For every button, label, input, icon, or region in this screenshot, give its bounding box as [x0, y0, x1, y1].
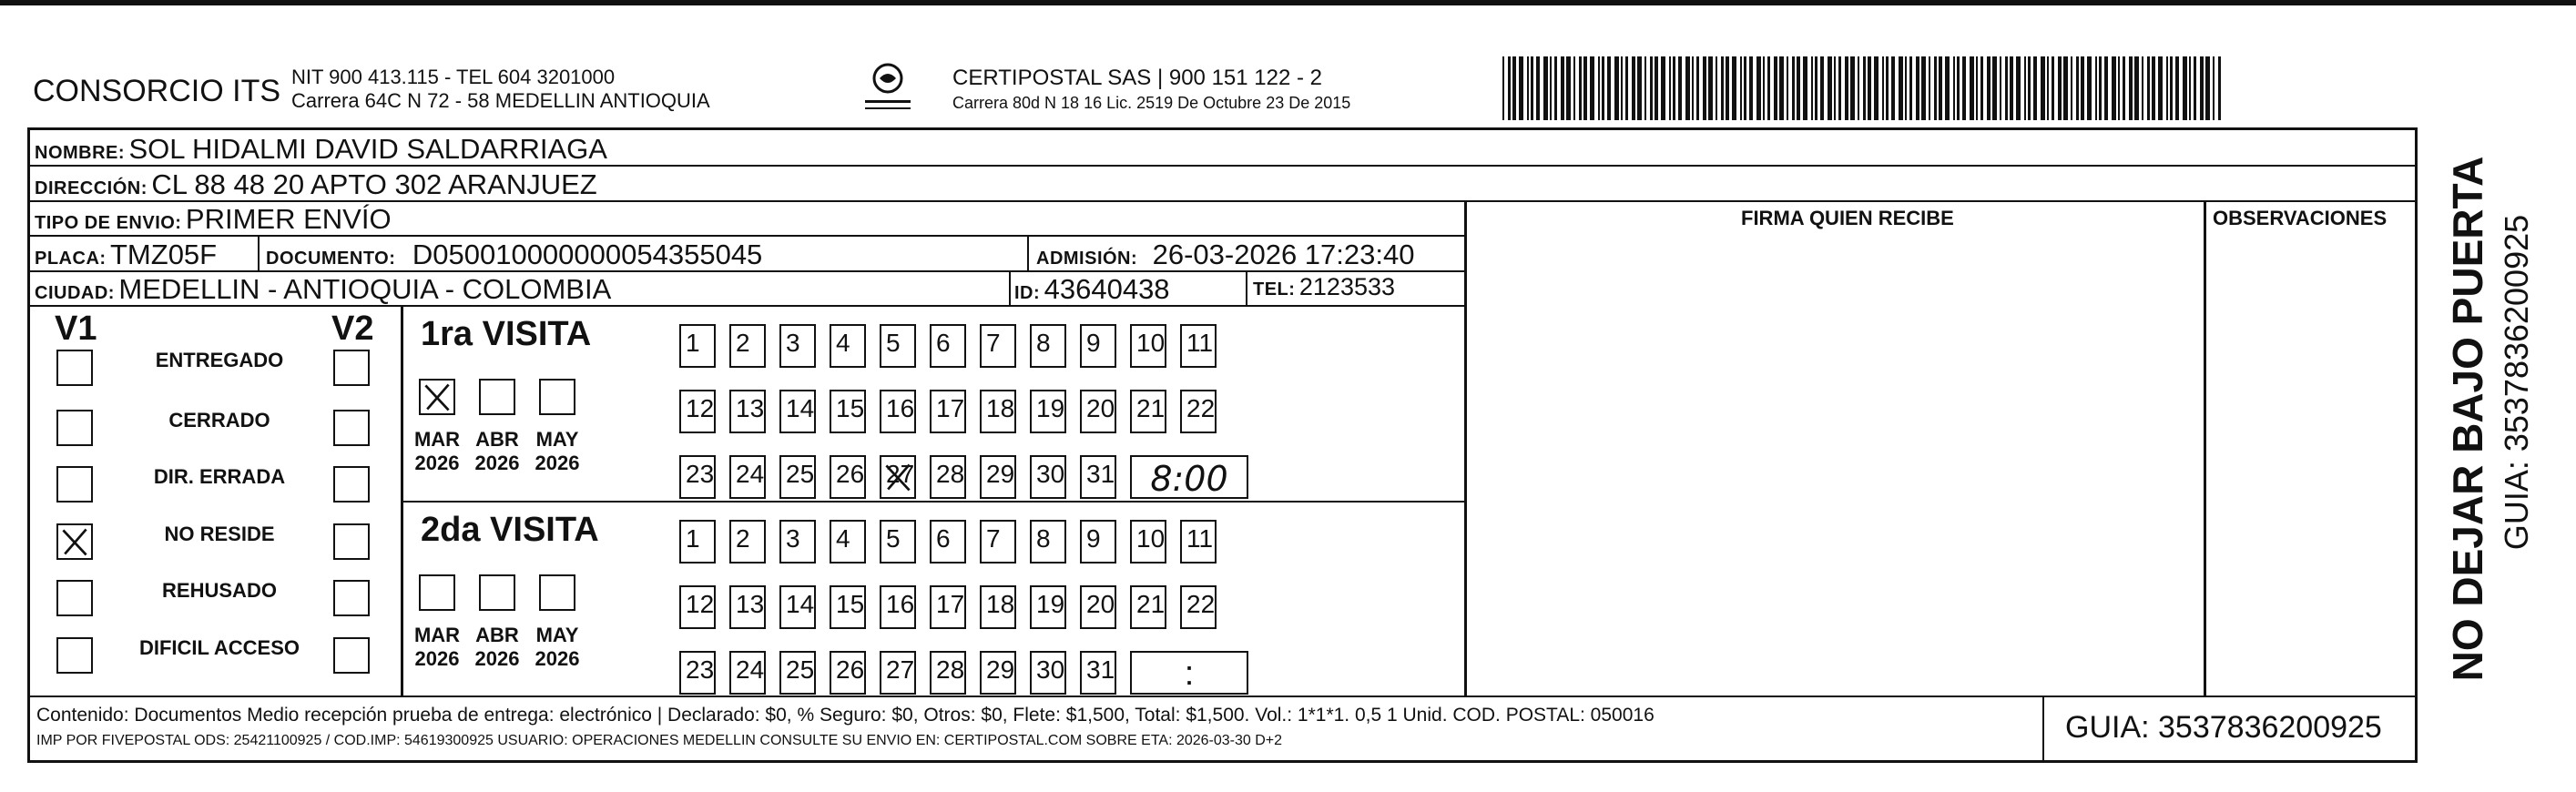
barcode-bar	[2183, 56, 2187, 120]
barcode-bar	[1834, 56, 1836, 120]
barcode-bar	[2076, 56, 2079, 120]
day-box[interactable]: 7	[980, 324, 1016, 368]
visit-title: 1ra VISITA	[421, 315, 592, 353]
barcode-bar	[1625, 56, 1628, 120]
col-line	[1246, 270, 1247, 306]
day-box[interactable]: 17	[930, 585, 966, 629]
barcode-bar	[1929, 56, 1930, 120]
barcode-bar	[2047, 56, 2049, 120]
status-label: REHUSADO	[162, 579, 277, 602]
time-box[interactable]	[1130, 651, 1248, 695]
barcode-bar	[1590, 56, 1594, 120]
nombre-label: NOMBRE:	[35, 143, 126, 163]
barcode-bar	[1607, 56, 1611, 120]
day-box[interactable]: 10	[1130, 324, 1166, 368]
year-label: 2026	[474, 452, 520, 474]
v1-checkbox[interactable]	[56, 637, 93, 674]
barcode-bar	[1583, 56, 1587, 120]
barcode-bar	[2152, 56, 2155, 120]
v1-checkbox[interactable]	[56, 466, 93, 503]
day-box[interactable]: 30	[1030, 651, 1066, 695]
carrier-address: Carrera 80d N 18 16 Lic. 2519 De Octubre 23 De 2015	[952, 94, 1351, 112]
day-box[interactable]: 3	[779, 520, 816, 564]
frame-top	[27, 127, 2418, 130]
day-box[interactable]: 3	[779, 324, 816, 368]
visit-title: 2da VISITA	[421, 511, 599, 549]
month-label: MAR	[413, 624, 461, 646]
barcode-bar	[1953, 56, 1955, 120]
day-box[interactable]: 26	[830, 455, 866, 499]
day-box[interactable]: 10	[1130, 520, 1166, 564]
barcode-bar	[1740, 56, 1742, 120]
v1-checkbox[interactable]	[56, 523, 93, 560]
nombre-value: SOL HIDALMI DAVID SALDARRIAGA	[128, 133, 607, 165]
barcode-bar	[1543, 56, 1548, 120]
barcode-bar	[1579, 56, 1582, 120]
tel-row	[1253, 275, 1395, 300]
day-box[interactable]: 28	[930, 455, 966, 499]
day-box[interactable]: 23	[679, 651, 716, 695]
tipo-row	[35, 205, 392, 233]
barcode-bar	[2175, 56, 2179, 120]
id-value: 43640438	[1044, 273, 1170, 305]
time-value: :	[1184, 655, 1195, 693]
barcode-bar	[1970, 56, 1974, 120]
day-box[interactable]: 5	[880, 324, 916, 368]
direccion-value: CL 88 48 20 APTO 302 ARANJUEZ	[151, 168, 597, 200]
day-box[interactable]: 25	[779, 455, 816, 499]
admision-value: 26-03-2026 17:23:40	[1152, 239, 1415, 270]
company-info-1: NIT 900 413.115 - TEL 604 3201000	[291, 66, 616, 88]
col-line	[258, 235, 260, 270]
observaciones-header: OBSERVACIONES	[2213, 207, 2388, 229]
year-label: 2026	[414, 647, 460, 670]
day-box[interactable]: 11	[1180, 324, 1217, 368]
barcode-bar	[1527, 56, 1529, 120]
barcode-bar	[1749, 56, 1753, 120]
day-box[interactable]: 21	[1130, 390, 1166, 433]
day-box[interactable]: 25	[779, 651, 816, 695]
frame-bottom	[27, 760, 2418, 763]
day-box[interactable]: 15	[830, 390, 866, 433]
month-checkbox[interactable]	[479, 574, 515, 611]
day-box[interactable]: 22	[1180, 390, 1217, 433]
barcode-bar	[1716, 56, 1717, 120]
barcode-bar	[1732, 56, 1736, 120]
barcode-bar	[1519, 56, 1523, 120]
barcode-bar	[1673, 56, 1675, 120]
barcode-bar	[1650, 56, 1653, 120]
barcode-bar	[1820, 56, 1824, 120]
barcode-bar	[1792, 56, 1795, 120]
day-box[interactable]: 15	[830, 585, 866, 629]
month-label: MAY	[535, 624, 579, 646]
day-box[interactable]: 18	[980, 390, 1016, 433]
barcode-bar	[1692, 56, 1694, 120]
barcode-bar	[1962, 56, 1966, 120]
documento-value: D050010000000054355045	[412, 239, 763, 270]
placa-label: PLACA:	[35, 249, 107, 269]
day-box[interactable]: 9	[1080, 324, 1116, 368]
v2-checkbox[interactable]	[333, 637, 370, 674]
day-box[interactable]: 22	[1180, 585, 1217, 629]
barcode-bar	[2170, 56, 2173, 120]
day-box[interactable]: 24	[729, 651, 766, 695]
barcode-bar	[1828, 56, 1832, 120]
id-row	[1014, 275, 1170, 303]
day-box[interactable]: 8	[1030, 324, 1066, 368]
barcode-bar	[2063, 56, 2068, 120]
day-box[interactable]: 14	[779, 585, 816, 629]
barcode-bar	[2041, 56, 2045, 120]
barcode-bar	[1561, 56, 1564, 120]
day-box[interactable]: 13	[729, 585, 766, 629]
ciudad-row	[35, 275, 611, 303]
year-label: 2026	[535, 452, 580, 474]
time-value: 8:00	[1150, 459, 1228, 499]
tel-value: 2123533	[1298, 273, 1396, 300]
barcode-bar	[2024, 56, 2026, 120]
day-box[interactable]: 1	[679, 324, 716, 368]
col-line	[1027, 235, 1029, 270]
barcode-bar	[1661, 56, 1665, 120]
status-label: ENTREGADO	[155, 349, 284, 371]
ciudad-label: CIUDAD:	[35, 283, 115, 303]
month-label: ABR	[475, 428, 519, 451]
barcode-bar	[1863, 56, 1866, 120]
day-box[interactable]: 18	[980, 585, 1016, 629]
day-box[interactable]: 26	[830, 651, 866, 695]
day-box[interactable]: 21	[1130, 585, 1166, 629]
v1-checkbox[interactable]	[56, 350, 93, 386]
barcode-bar	[2071, 56, 2072, 120]
barcode-bar	[1909, 56, 1912, 120]
carrier-name: CERTIPOSTAL SAS | 900 151 122 - 2	[952, 66, 1322, 90]
v2-checkbox[interactable]	[333, 580, 370, 616]
status-label: NO RESIDE	[164, 523, 275, 545]
day-box[interactable]: 2	[729, 324, 766, 368]
side-guia: GUIA: 3537836200925	[2498, 214, 2535, 551]
barcode-bar	[1550, 56, 1552, 120]
day-box[interactable]: 19	[1030, 585, 1066, 629]
year-label: 2026	[474, 647, 520, 670]
barcode-bar	[1874, 56, 1879, 120]
barcode-bar	[1531, 56, 1533, 120]
barcode-bar	[1858, 56, 1859, 120]
day-box[interactable]: 11	[1180, 520, 1217, 564]
ciudad-value: MEDELLIN - ANTIOQUIA - COLOMBIA	[118, 273, 612, 305]
barcode-bar	[1726, 56, 1729, 120]
frame-left	[27, 127, 30, 763]
barcode-bar	[2147, 56, 2150, 120]
day-box[interactable]: 7	[980, 520, 1016, 564]
company-info-2: Carrera 64C N 72 - 58 MEDELLIN ANTIOQUIA	[291, 89, 710, 112]
month-checkbox[interactable]	[479, 379, 515, 415]
barcode-bar	[1763, 56, 1765, 120]
barcode-bar	[2123, 56, 2125, 120]
col-line	[1009, 270, 1011, 306]
documento-label: DOCUMENTO:	[266, 249, 396, 269]
day-box[interactable]: 30	[1030, 455, 1066, 499]
barcode-bar	[2129, 56, 2133, 120]
barcode	[1502, 56, 2231, 120]
barcode-bar	[1838, 56, 1841, 120]
row-line	[27, 165, 2418, 167]
day-box[interactable]: 19	[1030, 390, 1066, 433]
barcode-bar	[1779, 56, 1784, 120]
month-checkbox[interactable]	[539, 379, 575, 415]
admision-label: ADMISIÓN:	[1036, 249, 1138, 269]
day-box[interactable]: 6	[930, 520, 966, 564]
barcode-bar	[1899, 56, 1903, 120]
status-label: CERRADO	[168, 409, 270, 432]
barcode-bar	[1916, 56, 1919, 120]
row-line	[27, 270, 1466, 272]
row-line	[27, 200, 2418, 202]
row-line	[27, 305, 1466, 307]
barcode-bar	[1621, 56, 1623, 120]
barcode-bar	[1787, 56, 1788, 120]
barcode-bar	[1696, 56, 1699, 120]
day-box[interactable]: 6	[930, 324, 966, 368]
tipo-label: TIPO DE ENVIO:	[35, 213, 182, 233]
barcode-bar	[2112, 56, 2116, 120]
barcode-bar	[2118, 56, 2120, 120]
barcode-bar	[1703, 56, 1706, 120]
firma-header: FIRMA QUIEN RECIBE	[1741, 207, 1954, 229]
barcode-bar	[2189, 56, 2191, 120]
barcode-bar	[1774, 56, 1777, 120]
v1-checkbox[interactable]	[56, 580, 93, 616]
barcode-bar	[1905, 56, 1907, 120]
barcode-bar	[2158, 56, 2163, 120]
nombre-row	[35, 135, 607, 163]
col-line	[2042, 696, 2044, 761]
id-label: ID:	[1014, 283, 1041, 303]
top-border	[0, 0, 2576, 5]
row-line	[27, 235, 1466, 237]
day-box[interactable]: 14	[779, 390, 816, 433]
month-label: MAR	[413, 428, 461, 451]
barcode-bar	[1868, 56, 1871, 120]
month-checkbox[interactable]	[539, 574, 575, 611]
day-box[interactable]: 24	[729, 455, 766, 499]
day-box[interactable]: 29	[980, 651, 1016, 695]
direccion-row	[35, 170, 597, 198]
company-name: CONSORCIO ITS	[33, 74, 281, 108]
barcode-bar	[2166, 56, 2168, 120]
documento-row	[266, 240, 762, 269]
barcode-bar	[1554, 56, 1557, 120]
barcode-bar	[2005, 56, 2008, 120]
barcode-bar	[1882, 56, 1884, 120]
row-line	[401, 501, 1466, 503]
barcode-bar	[1980, 56, 1983, 120]
barcode-bar	[2052, 56, 2054, 120]
barcode-bar	[2087, 56, 2092, 120]
v2-checkbox[interactable]	[333, 350, 370, 386]
barcode-bar	[1921, 56, 1926, 120]
barcode-bar	[1987, 56, 1991, 120]
barcode-bar	[1721, 56, 1724, 120]
barcode-bar	[2104, 56, 2108, 120]
month-checkbox[interactable]	[419, 379, 455, 415]
barcode-bar	[1797, 56, 1800, 120]
day-box[interactable]: 2	[729, 520, 766, 564]
v2-checkbox[interactable]	[333, 523, 370, 560]
placa-row	[35, 240, 217, 269]
barcode-bar	[1992, 56, 1997, 120]
barcode-bar	[1637, 56, 1642, 120]
barcode-bar	[2081, 56, 2084, 120]
barcode-bar	[1508, 56, 1511, 120]
barcode-bar	[2028, 56, 2031, 120]
tipo-value: PRIMER ENVÍO	[185, 203, 392, 235]
col-line	[1464, 200, 1467, 696]
barcode-bar	[1934, 56, 1937, 120]
direccion-label: DIRECCIÓN:	[35, 178, 148, 198]
day-box[interactable]: 27	[880, 651, 916, 695]
v1-header: V1	[55, 310, 97, 348]
day-box[interactable]: 28	[930, 651, 966, 695]
barcode-bar	[1655, 56, 1658, 120]
barcode-bar	[1598, 56, 1600, 120]
barcode-bar	[2095, 56, 2097, 120]
barcode-bar	[1566, 56, 1571, 120]
day-box[interactable]: 5	[880, 520, 916, 564]
v2-header: V2	[331, 310, 374, 348]
day-box[interactable]: 12	[679, 390, 716, 433]
barcode-bar	[2099, 56, 2102, 120]
barcode-bar	[1669, 56, 1671, 120]
barcode-bar	[2134, 56, 2139, 120]
barcode-bar	[1811, 56, 1813, 120]
barcode-bar	[2016, 56, 2021, 120]
barcode-bar	[2205, 56, 2210, 120]
barcode-bar	[1939, 56, 1942, 120]
year-label: 2026	[414, 452, 460, 474]
month-checkbox[interactable]	[419, 574, 455, 611]
year-label: 2026	[535, 647, 580, 670]
placa-value: TMZ05F	[110, 239, 218, 270]
day-box[interactable]: 29	[980, 455, 1016, 499]
barcode-bar	[1573, 56, 1575, 120]
day-box[interactable]: 31	[1080, 455, 1116, 499]
barcode-bar	[2200, 56, 2204, 120]
barcode-bar	[1886, 56, 1889, 120]
day-box[interactable]: 20	[1080, 585, 1116, 629]
day-box[interactable]: 23	[679, 455, 716, 499]
side-warning: NO DEJAR BAJO PUERTA	[2444, 156, 2491, 682]
barcode-bar	[1632, 56, 1635, 120]
barcode-bar	[2142, 56, 2143, 120]
barcode-bar	[2000, 56, 2001, 120]
barcode-bar	[1891, 56, 1895, 120]
day-box[interactable]: 8	[1030, 520, 1066, 564]
barcode-bar	[1945, 56, 1950, 120]
barcode-bar	[1976, 56, 1978, 120]
col-line	[2204, 200, 2206, 696]
admision-row	[1036, 240, 1414, 269]
day-box[interactable]: 27	[880, 455, 916, 499]
month-label: MAY	[535, 428, 579, 451]
barcode-bar	[2194, 56, 2196, 120]
time-box[interactable]	[1130, 455, 1248, 499]
status-label: DIR. ERRADA	[153, 465, 286, 488]
barcode-bar	[1502, 56, 1504, 120]
barcode-bar	[1512, 56, 1516, 120]
row-line	[27, 696, 2418, 697]
col-line	[401, 305, 403, 696]
day-box[interactable]: 16	[880, 585, 916, 629]
day-box[interactable]: 9	[1080, 520, 1116, 564]
v2-checkbox[interactable]	[333, 466, 370, 503]
barcode-bar	[1708, 56, 1713, 120]
barcode-bar	[1845, 56, 1848, 120]
day-box[interactable]: 16	[880, 390, 916, 433]
tel-label: TEL:	[1253, 279, 1296, 300]
footer-line-2: IMP POR FIVEPOSTAL ODS: 25421100925 / COD.IMP: 54619300925 USUARIO: OPERACIONES MEDELLIN CONSULTE SU ENVIO EN: CERTIPOSTAL.COM SOBRE ETA: 2026-03-30 D+2	[36, 733, 1283, 748]
day-box[interactable]: 1	[679, 520, 716, 564]
barcode-bar	[1957, 56, 1960, 120]
certipostal-logo	[856, 60, 920, 115]
barcode-bar	[2033, 56, 2037, 120]
day-box[interactable]: 20	[1080, 390, 1116, 433]
barcode-bar	[1815, 56, 1817, 120]
v1-checkbox[interactable]	[56, 410, 93, 446]
day-box[interactable]: 17	[930, 390, 966, 433]
barcode-bar	[1614, 56, 1619, 120]
day-box[interactable]: 4	[830, 324, 866, 368]
barcode-bar	[1536, 56, 1540, 120]
barcode-bar	[1602, 56, 1604, 120]
barcode-bar	[1644, 56, 1646, 120]
day-box[interactable]: 13	[729, 390, 766, 433]
barcode-bar	[1767, 56, 1770, 120]
v2-checkbox[interactable]	[333, 410, 370, 446]
footer-line-1: Contenido: Documentos Medio recepción prueba de entrega: electrónico | Declarado: $0, % Seguro: $0, Otros: $0, Flete: $1,500, Total: $1,500. Vol.: 1*1*1. 0,5 1 Unid. COD. POSTAL: 050016	[36, 705, 1655, 726]
barcode-bar	[1678, 56, 1682, 120]
barcode-bar	[2010, 56, 2013, 120]
barcode-bar	[1685, 56, 1690, 120]
barcode-bar	[2218, 56, 2221, 120]
barcode-bar	[2213, 56, 2215, 120]
barcode-bar	[1744, 56, 1746, 120]
barcode-bar	[2058, 56, 2062, 120]
day-box[interactable]: 12	[679, 585, 716, 629]
day-box[interactable]: 31	[1080, 651, 1116, 695]
status-label: DIFICIL ACCESO	[138, 636, 300, 659]
month-label: ABR	[475, 624, 519, 646]
frame-right	[2415, 127, 2418, 763]
footer-guia: GUIA: 3537836200925	[2065, 710, 2382, 745]
barcode-bar	[1756, 56, 1761, 120]
day-box[interactable]: 4	[830, 520, 866, 564]
barcode-bar	[1850, 56, 1855, 120]
barcode-bar	[1803, 56, 1807, 120]
